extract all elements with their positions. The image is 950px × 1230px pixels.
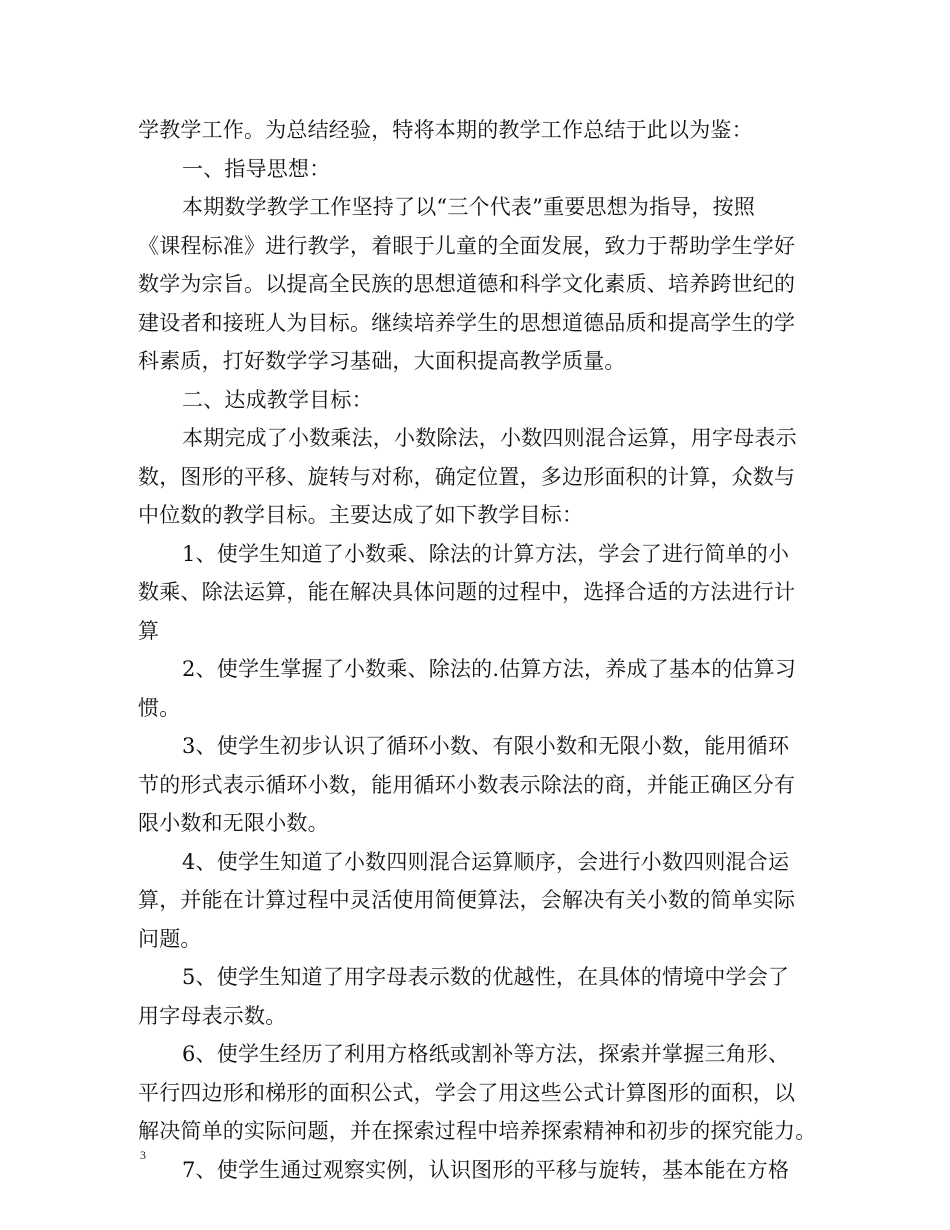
list-item-line: 4、使学生知道了小数四则混合运算顺序，会进行小数四则混合运 bbox=[182, 849, 790, 874]
text-line: 本期数学教学工作坚持了以“三个代表”重要思想为指导，按照 bbox=[182, 195, 756, 219]
text-line: 解决简单的实际问题，并在探索过程中培养探索精神和初步的探究能力。 bbox=[138, 1119, 817, 1143]
text-line: 数学为宗旨。以提高全民族的思想道德和科学文化素质、培养跨世纪的 bbox=[138, 272, 796, 296]
text-line: 科素质，打好数学学习基础，大面积提高教学质量。 bbox=[138, 349, 626, 373]
list-item-line: 7、使学生通过观察实例，认识图形的平移与旋转，基本能在方格 bbox=[182, 1157, 790, 1182]
section-heading: 一、指导思想： bbox=[182, 156, 331, 181]
list-item-line: 3、使学生初步认识了循环小数、有限小数和无限小数，能用循环 bbox=[182, 734, 790, 758]
text-line: 学教学工作。为总结经验，特将本期的教学工作总结于此以为鉴： bbox=[138, 118, 753, 142]
list-item-line: 6、使学生经历了利用方格纸或割补等方法，探索并掌握三角形、 bbox=[182, 1042, 790, 1066]
text-line: 惯。 bbox=[138, 695, 181, 720]
list-item-line: 1、使学生知道了小数乘、除法的计算方法，学会了进行简单的小 bbox=[182, 541, 790, 566]
list-item-line: 5、使学生知道了用字母表示数的优越性，在具体的情境中学会了 bbox=[182, 965, 790, 989]
text-line: 问题。 bbox=[138, 926, 202, 951]
text-line: 《课程标准》进行教学，着眼于儿童的全面发展，致力于帮助学生学好 bbox=[138, 233, 796, 258]
text-line: 数乘、除法运算，能在解决具体问题的过程中，选择合适的方法进行计 bbox=[138, 580, 796, 604]
text-line: 本期完成了小数乘法，小数除法，小数四则混合运算，用字母表示 bbox=[182, 426, 797, 450]
text-line: 建设者和接班人为目标。继续培养学生的思想道德品质和提高学生的学 bbox=[138, 310, 796, 335]
text-line: 数，图形的平移、旋转与对称，确定位置，多边形面积的计算，众数与 bbox=[138, 464, 796, 489]
text-line: 算 bbox=[138, 618, 160, 643]
text-line: 中位数的教学目标。主要达成了如下教学目标： bbox=[138, 503, 584, 527]
text-line: 平行四边形和梯形的面积公式，学会了用这些公式计算图形的面积，以 bbox=[138, 1080, 796, 1105]
text-line: 算，并能在计算过程中灵活使用简便算法，会解决有关小数的简单实际 bbox=[138, 888, 796, 912]
list-item-line: 2、使学生掌握了小数乘、除法的.估算方法，养成了基本的估算习 bbox=[182, 657, 797, 681]
document-body bbox=[138, 111, 818, 1189]
text-line: 限小数和无限小数。 bbox=[138, 811, 329, 835]
section-heading: 二、达成教学目标： bbox=[182, 387, 373, 412]
text-line: 用字母表示数。 bbox=[138, 1003, 287, 1028]
page-number: 3 bbox=[140, 1148, 146, 1162]
text-line: 节的形式表示循环小数，能用循环小数表示除法的商，并能正确区分有 bbox=[138, 772, 796, 797]
